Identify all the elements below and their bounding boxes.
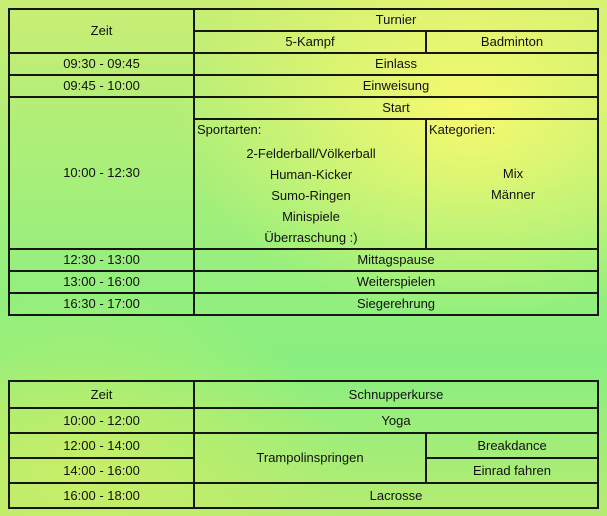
table-row (9, 408, 598, 433)
sportarten-cell (194, 119, 426, 249)
table-row (9, 249, 598, 271)
list-item: Minispiele (282, 208, 340, 224)
list-item: Sumo-Ringen (271, 187, 351, 203)
start-cell: Start (194, 97, 598, 119)
time-cell: 16:30 - 17:00 (9, 293, 194, 315)
table-row (9, 271, 598, 293)
time-cell: 09:45 - 10:00 (9, 75, 194, 97)
time-cell: 10:00 - 12:00 (9, 408, 194, 433)
list-item: Männer (490, 186, 536, 202)
time-cell: 10:00 - 12:30 (9, 97, 194, 249)
zeit-header: Zeit (9, 381, 194, 408)
kategorien-list (429, 163, 597, 205)
table-row (9, 75, 598, 97)
kategorien-label: Kategorien: (429, 122, 496, 137)
list-item: Human-Kicker (269, 166, 353, 182)
sportarten-list (197, 143, 425, 248)
badminton-header: Badminton (426, 31, 598, 53)
schnupperkurse-table (8, 380, 599, 509)
event-cell: Breakdance (426, 433, 598, 458)
turnier-schedule-table (8, 8, 599, 316)
event-cell: Einweisung (194, 75, 598, 97)
zeit-header: Zeit (9, 9, 194, 53)
table-row (9, 53, 598, 75)
time-cell: 14:00 - 16:00 (9, 458, 194, 483)
table-row (9, 293, 598, 315)
sportarten-label: Sportarten: (197, 122, 262, 137)
event-cell: Trampolinspringen (194, 433, 426, 483)
schnupperkurse-header: Schnupperkurse (194, 381, 598, 408)
list-item: Mix (502, 165, 524, 181)
kategorien-cell (426, 119, 598, 249)
time-cell: 13:00 - 16:00 (9, 271, 194, 293)
time-cell: 16:00 - 18:00 (9, 483, 194, 508)
event-cell: Mittagspause (194, 249, 598, 271)
event-cell: Yoga (194, 408, 598, 433)
event-cell: Weiterspielen (194, 271, 598, 293)
list-item: Überraschung :) (264, 229, 358, 245)
event-cell: Einlass (194, 53, 598, 75)
time-cell: 12:30 - 13:00 (9, 249, 194, 271)
time-cell: 12:00 - 14:00 (9, 433, 194, 458)
event-cell: Lacrosse (194, 483, 598, 508)
time-cell: 09:30 - 09:45 (9, 53, 194, 75)
table-row (9, 483, 598, 508)
turnier-header: Turnier (194, 9, 598, 31)
table-row (9, 433, 598, 458)
event-cell: Siegerehrung (194, 293, 598, 315)
5kampf-header: 5-Kampf (194, 31, 426, 53)
event-cell: Einrad fahren (426, 458, 598, 483)
list-item: 2-Felderball/Völkerball (246, 145, 376, 161)
